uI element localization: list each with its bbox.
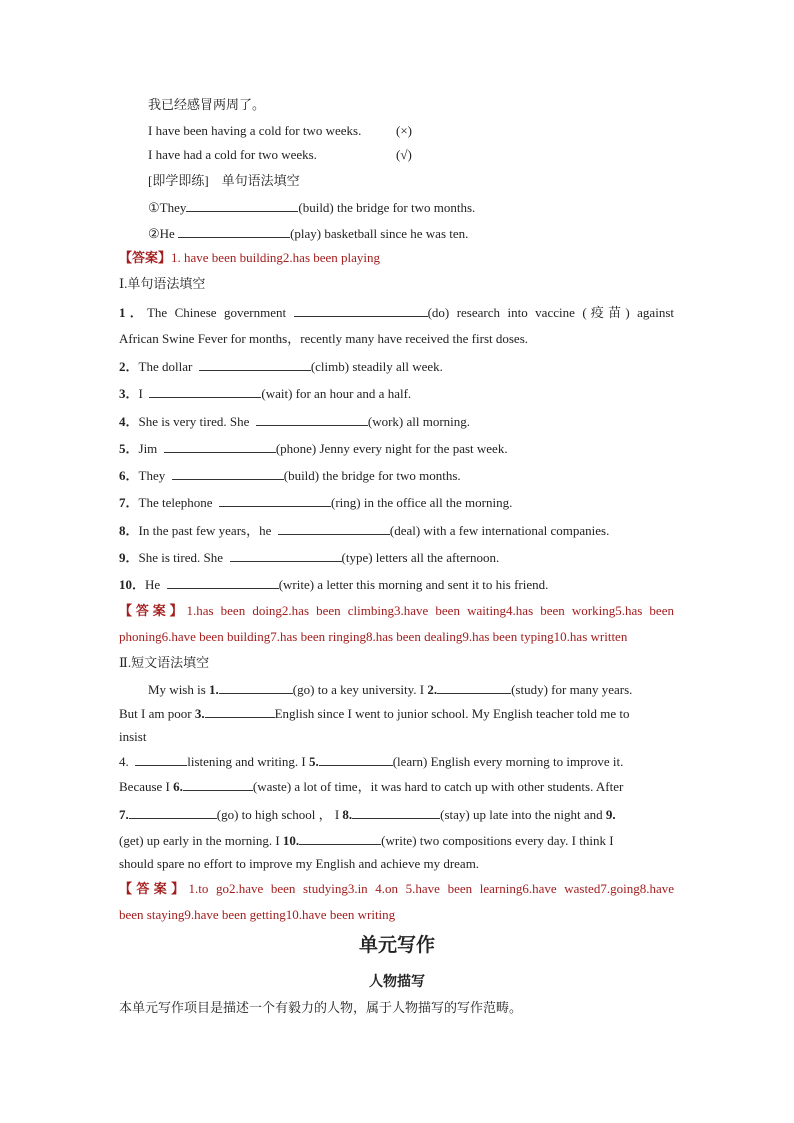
answer-text: 1.to go2.have been studying3.in 4.on 5.have been learning6.have wasted7.going8.have bbox=[188, 881, 674, 896]
section1-item-2 bbox=[119, 358, 443, 375]
answer-blank[interactable] bbox=[135, 753, 187, 766]
answer-blank[interactable] bbox=[186, 199, 298, 212]
writing-intro: 本单元写作项目是描述一个有毅力的人物，属于人物描写的写作范畴。 bbox=[119, 1001, 523, 1016]
passage-line-3: insist bbox=[119, 729, 147, 744]
item-text: He bbox=[145, 577, 161, 592]
item-number: 2． bbox=[119, 359, 139, 374]
answer-label: 【答案】 bbox=[119, 881, 189, 896]
answer-blank[interactable] bbox=[183, 778, 253, 791]
item-text: The Chinese government bbox=[146, 305, 287, 320]
item-number: 1． bbox=[119, 305, 147, 320]
item-text: Jim bbox=[138, 441, 158, 456]
section1-item-4 bbox=[119, 413, 470, 430]
passage-text: But I am poor bbox=[119, 706, 192, 721]
passage-line-8: should spare no effort to improve my English and achieve my dream. bbox=[119, 856, 480, 871]
passage-line-6 bbox=[119, 806, 616, 823]
item-number: 3． bbox=[119, 386, 139, 401]
blank-number: 3. bbox=[194, 706, 205, 721]
answer-blank[interactable] bbox=[230, 549, 342, 562]
passage-text: (go) to a key university. I bbox=[292, 682, 425, 697]
item-number: 9． bbox=[119, 550, 139, 565]
answer-blank[interactable] bbox=[278, 522, 390, 535]
answer-blank[interactable] bbox=[299, 832, 381, 845]
answer-blank[interactable] bbox=[172, 467, 284, 480]
item-text: (phone) Jenny every night for the past week. bbox=[275, 441, 508, 456]
answer-blank[interactable] bbox=[219, 681, 293, 694]
answer-label: 【答案】 bbox=[119, 603, 187, 618]
item-text: (deal) with a few international companies. bbox=[389, 523, 610, 538]
passage-text: (waste) a lot of time，it was hard to catch up with other students. After bbox=[252, 779, 624, 794]
answer-blank[interactable] bbox=[164, 440, 276, 453]
passage-text: (go) to high school ， I bbox=[216, 807, 340, 822]
passage-text: 4. bbox=[119, 754, 129, 769]
practice-question-2 bbox=[148, 225, 468, 242]
section1-item-9 bbox=[119, 549, 499, 566]
practice-answer bbox=[119, 250, 380, 266]
passage-text: English since I went to junior school. My English teacher told me to bbox=[274, 706, 630, 721]
section1-item-7 bbox=[119, 494, 512, 511]
passage-line-2 bbox=[119, 705, 630, 722]
item-text: (build) the bridge for two months. bbox=[283, 468, 461, 483]
answer-blank[interactable] bbox=[199, 358, 311, 371]
section2-answer-line-2: been staying9.have been getting10.have been writing bbox=[119, 907, 396, 922]
passage-line-7 bbox=[119, 832, 614, 849]
answer-blank[interactable] bbox=[178, 225, 290, 238]
item-number: 6． bbox=[119, 468, 139, 483]
practice-heading: [即学即练] 单句语法填空 bbox=[148, 173, 300, 188]
section1-item-6 bbox=[119, 467, 461, 484]
section1-answer-line-1 bbox=[119, 603, 674, 619]
passage-text: My wish is bbox=[148, 682, 206, 697]
item-text: (ring) in the office all the morning. bbox=[331, 495, 513, 510]
item-number: 8． bbox=[119, 523, 139, 538]
answer-label: 【答案】 bbox=[119, 250, 172, 265]
item-text: In the past few years，he bbox=[138, 523, 272, 538]
example-right-mark: (√) bbox=[396, 147, 412, 162]
section1-item-5 bbox=[119, 440, 508, 457]
section1-item-1 bbox=[119, 304, 674, 321]
item-text: They bbox=[138, 468, 166, 483]
passage-line-5 bbox=[119, 778, 623, 795]
passage-text: (study) for many years. bbox=[511, 682, 633, 697]
blank-number: 8. bbox=[342, 807, 353, 822]
item-text: (wait) for an hour and a half. bbox=[261, 386, 412, 401]
section1-item-10 bbox=[119, 576, 548, 593]
example-wrong bbox=[148, 123, 361, 139]
section1-item-3 bbox=[119, 385, 411, 402]
section1-heading: Ⅰ.单句语法填空 bbox=[119, 276, 206, 291]
item-text: The telephone bbox=[138, 495, 213, 510]
passage-text: (learn) English every morning to improve it. bbox=[392, 754, 624, 769]
answer-text: 1.has been doing2.has been climbing3.have been waiting4.has been working5.has been bbox=[186, 603, 674, 618]
passage-text: (write) two compositions every day. I think I bbox=[381, 833, 614, 848]
answer-blank[interactable] bbox=[205, 705, 275, 718]
item-text: (do) research into vaccine (疫苗) against bbox=[427, 305, 674, 320]
question-number: ②He bbox=[148, 226, 175, 241]
practice-question-1 bbox=[148, 199, 475, 216]
blank-number: 7. bbox=[119, 807, 129, 822]
answer-blank[interactable] bbox=[352, 806, 440, 819]
writing-title: 单元写作 bbox=[358, 934, 435, 956]
passage-text: (get) up early in the morning. I bbox=[119, 833, 280, 848]
question-number: ①They bbox=[148, 200, 187, 215]
item-text: (type) letters all the afternoon. bbox=[341, 550, 500, 565]
example-right: I have had a cold for two weeks. bbox=[148, 147, 317, 162]
answer-blank[interactable] bbox=[129, 806, 217, 819]
item-text: The dollar bbox=[138, 359, 193, 374]
passage-text: Because I bbox=[119, 779, 170, 794]
example-chinese: 我已经感冒两周了。 bbox=[148, 97, 266, 112]
answer-blank[interactable] bbox=[319, 753, 393, 766]
item-number: 5． bbox=[119, 441, 139, 456]
passage-text: (stay) up late into the night and bbox=[440, 807, 603, 822]
passage-text: listening and writing. I bbox=[187, 754, 306, 769]
blank-number: 5. bbox=[308, 754, 319, 769]
item-text: (work) all morning. bbox=[367, 414, 471, 429]
item-text: (write) a letter this morning and sent it to his friend. bbox=[278, 577, 549, 592]
blank-number: 6. bbox=[173, 779, 183, 794]
item-text: She is very tired. She bbox=[138, 414, 250, 429]
section1-item-1-cont: African Swine Fever for months，recently many have received the first doses. bbox=[119, 331, 529, 346]
example-wrong-mark: (×) bbox=[396, 123, 412, 138]
answer-blank[interactable] bbox=[256, 413, 368, 426]
blank-number: 1. bbox=[209, 682, 219, 697]
section1-item-8 bbox=[119, 522, 609, 539]
item-number: 7． bbox=[119, 495, 139, 510]
section2-answer-line-1 bbox=[119, 881, 674, 897]
section1-answer-line-2: phoning6.have been building7.has been ringing8.has been dealing9.has been typing10.has written bbox=[119, 629, 628, 644]
answer-blank[interactable] bbox=[219, 494, 331, 507]
blank-number: 2. bbox=[427, 682, 438, 697]
answer-blank[interactable] bbox=[167, 576, 279, 589]
question-text: (play) basketball since he was ten. bbox=[290, 226, 469, 241]
section2-heading: Ⅱ.短文语法填空 bbox=[119, 655, 210, 670]
item-text: (climb) steadily all week. bbox=[310, 359, 443, 374]
item-text: She is tired. She bbox=[138, 550, 224, 565]
writing-subtitle: 人物描写 bbox=[369, 974, 425, 990]
answer-text: 1. have been building2.has been playing bbox=[171, 250, 381, 265]
item-number: 4． bbox=[119, 414, 139, 429]
blank-number: 9. bbox=[605, 807, 616, 822]
answer-blank[interactable] bbox=[294, 304, 428, 317]
answer-blank[interactable] bbox=[437, 681, 511, 694]
passage-line-4 bbox=[119, 753, 623, 770]
blank-number: 10. bbox=[282, 833, 300, 848]
item-number: 10． bbox=[119, 577, 146, 592]
example-wrong-text: I have been having a cold for two weeks. bbox=[148, 123, 362, 138]
question-text: (build) the bridge for two months. bbox=[298, 200, 476, 215]
item-text: I bbox=[138, 386, 143, 401]
passage-line-1 bbox=[148, 681, 674, 698]
answer-blank[interactable] bbox=[149, 385, 261, 398]
